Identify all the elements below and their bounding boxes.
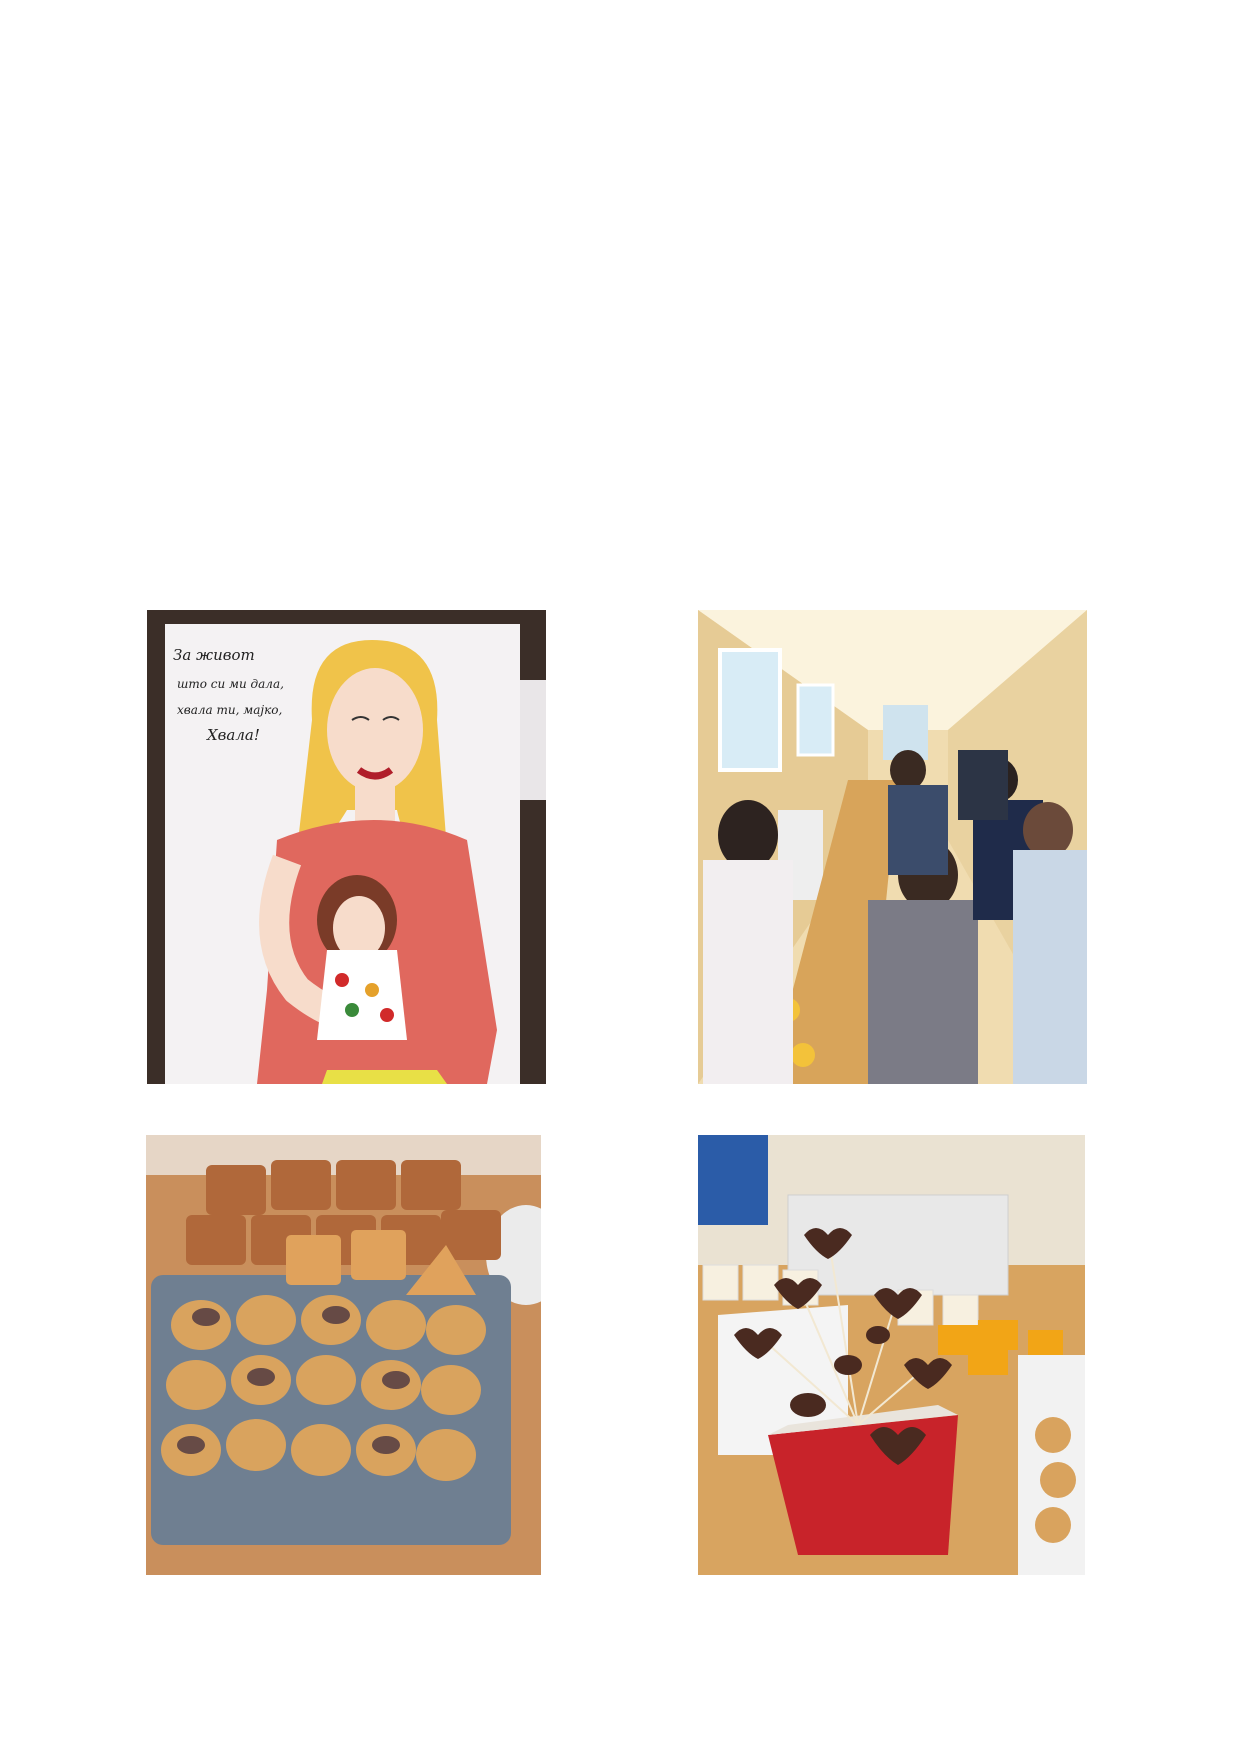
star-border-left [48,72,72,1682]
svg-text:Хвала!: Хвала! [207,726,260,744]
photo-school-hallway [698,610,1087,1084]
svg-text:За живот: За живот [173,646,255,664]
photo-mother-poster [147,610,546,1084]
star-border-bottom [48,1684,1194,1708]
photo-cookies-tray [146,1135,541,1575]
star-border-right [1170,72,1194,1682]
svg-text:што си ми дала,: што си ми дала, [177,677,284,691]
svg-text:хвала ти, мајко,: хвала ти, мајко, [177,703,283,717]
photo-chocolate-hearts [698,1135,1085,1575]
star-border-top [48,48,1194,72]
